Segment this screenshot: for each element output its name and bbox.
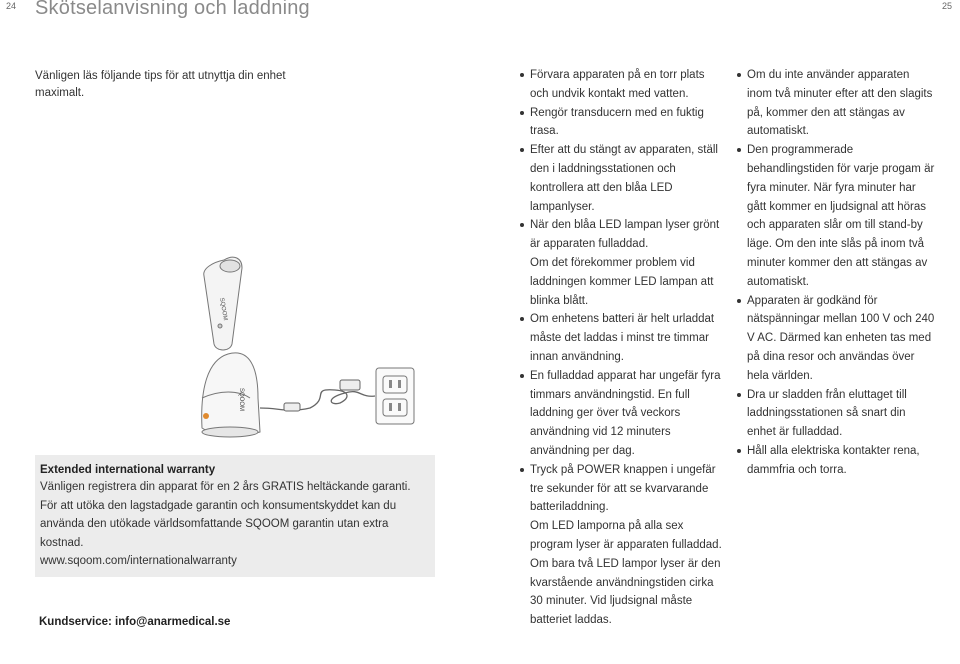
care-tips-column — [520, 66, 725, 630]
warranty-body: Vänligen registrera din apparat för en 2 års GRATIS heltäckande garanti. För att utöka den lagstadgade garantin och konsumentskyddet kan du använda den utökade världsomfattande SQOOM garantin utan extra kostnad. — [40, 481, 411, 549]
care-tip-continuation: Om det förekommer problem vid laddningen kommer LED lampan att blinka blått. — [530, 256, 714, 307]
care-tip: Tryck på POWER knappen i ungefär tre sekunder för att se kvarvarande batteriladdning. — [520, 461, 725, 517]
charging-tips-column — [737, 66, 937, 480]
page-number-right: 25 — [941, 1, 952, 11]
page-number-left: 24 — [6, 1, 17, 11]
intro-text: Vänligen läs följande tips för att utnyttja din enhet maximalt. — [35, 70, 286, 99]
charging-tip: Håll alla elektriska kontakter rena, dammfria och torra. — [737, 442, 937, 480]
charging-stand-icon — [202, 353, 260, 437]
wall-outlet-icon — [376, 368, 414, 424]
page-title: Skötselanvisning och laddning — [35, 0, 310, 19]
charging-tip: Apparaten är godkänd för nätspänningar mellan 100 V och 240 V AC. Därmed kan enheten tas med på dina resor och användas över hela världen. — [737, 292, 937, 386]
led-indicator — [203, 413, 209, 419]
care-tip: När den blåa LED lampan lyser grönt är apparaten fulladdad. — [520, 216, 725, 254]
power-cable — [260, 390, 375, 410]
customer-service-text: Kundservice: info@anarmedical.se — [39, 616, 231, 628]
care-tip: Efter att du stängt av apparaten, ställ den i laddningsstationen och kontrollera att den blåa LED lampanlyser. — [520, 141, 725, 216]
care-tip: Om enhetens batteri är helt urladdat måste det laddas i minst tre timmar innan användning. — [520, 310, 725, 366]
charging-tip: Om du inte använder apparaten inom två minuter efter att den slagits på, kommer den att stängas av automatiskt. — [737, 66, 937, 141]
care-tip: Förvara apparaten på en torr plats och undvik kontakt med vatten. — [520, 66, 725, 104]
charging-tip: Den programmerade behandlingstiden för varje progam är fyra minuter. När fyra minuter har gått kommer en ljudsignal att höras och apparaten slår om till stand-by läge. Om den inte slås på inom två minuter kommer den att stängas av automatiskt. — [737, 141, 937, 291]
charging-tip: Dra ur sladden från eluttaget till laddningsstationen så snart din enhet är fulladdad. — [737, 386, 937, 442]
care-tip-continuation: Om LED lamporna på alla sex program lyser är apparaten fulladdad. Om bara två LED lampor lyser är den kvarstående användningstiden cirka 30 minuter. Vid ljudsignal måste batteriet laddas. — [530, 520, 722, 627]
care-tip: Rengör transducern med en fuktig trasa. — [520, 104, 725, 142]
care-tip: En fulladdad apparat har ungefär fyra timmars användningstid. En full laddning ger över två veckors användning vid 12 minuters användning per dag. — [520, 367, 725, 461]
stand-label: SQOOM — [238, 388, 244, 412]
warranty-heading: Extended international warranty — [40, 464, 216, 476]
device-illustration — [180, 248, 420, 448]
warranty-box — [35, 455, 435, 577]
warranty-link[interactable]: www.sqoom.com/internationalwarranty — [40, 555, 237, 568]
device-label: SQOOM — [218, 297, 228, 322]
